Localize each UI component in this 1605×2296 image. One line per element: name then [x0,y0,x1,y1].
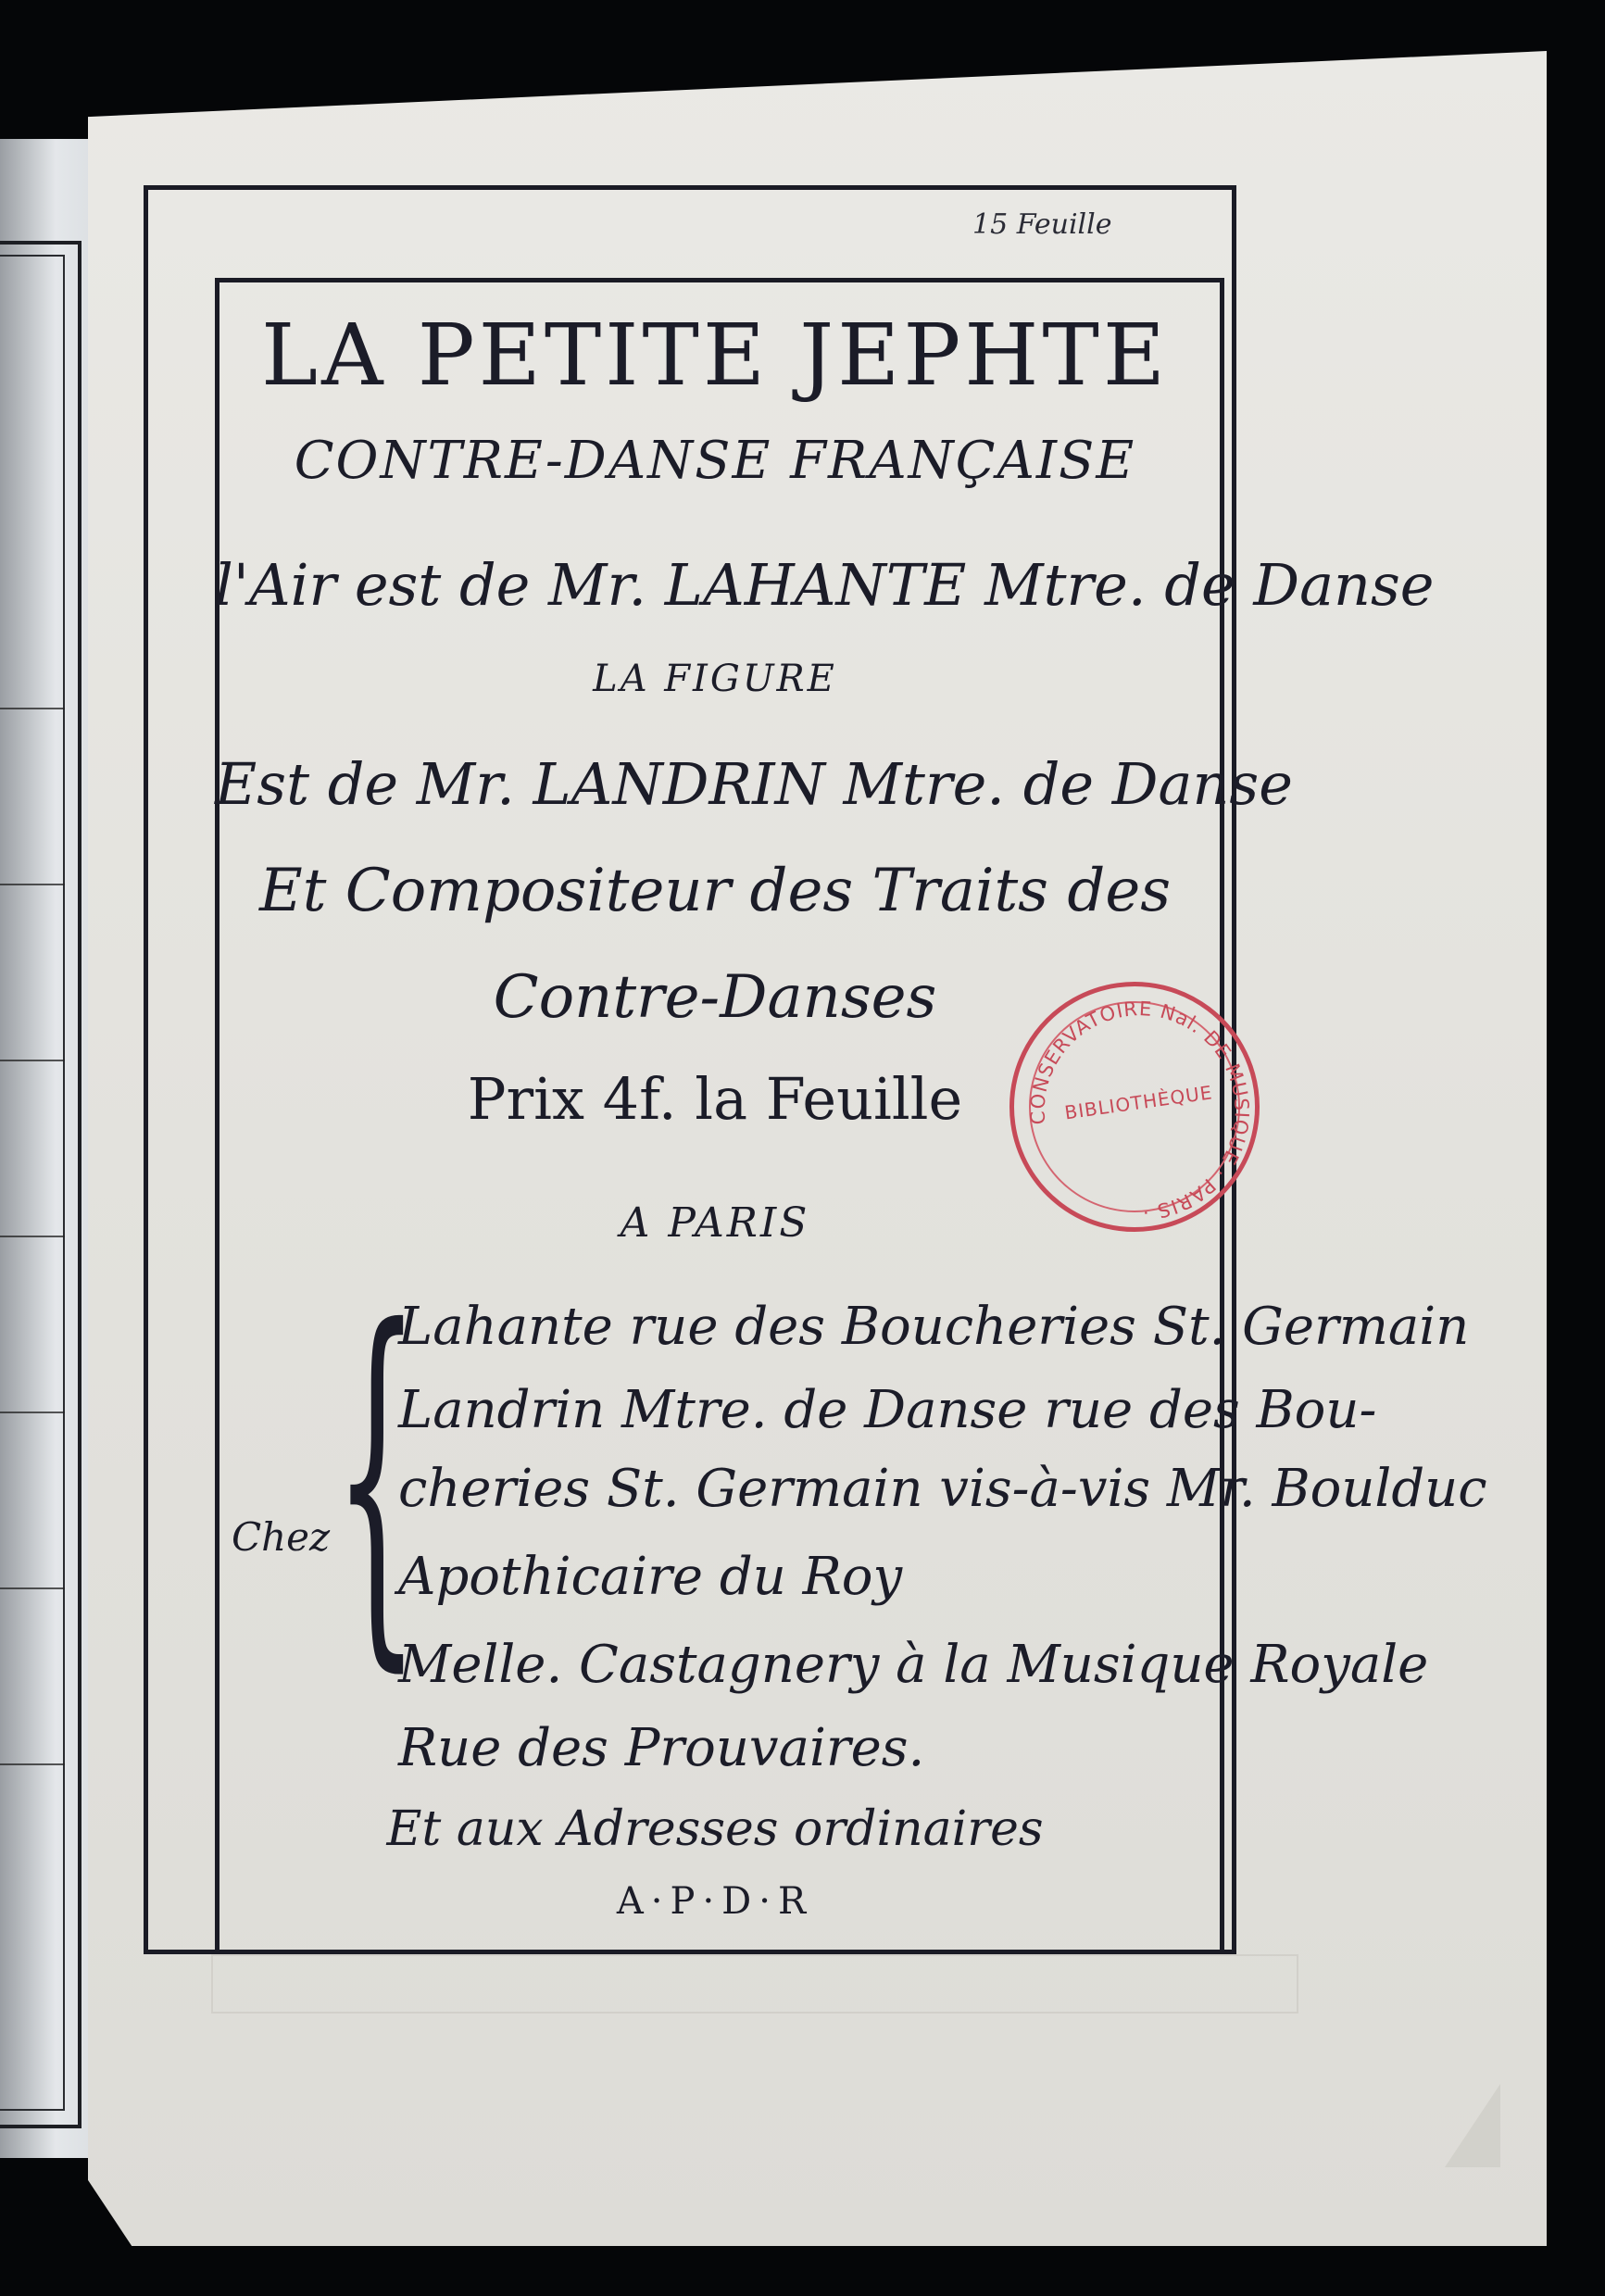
address-line: cheries St. Germain vis-à-vis Mr. Boulduc [398,1459,1487,1519]
composer-line: Et Compositeur des Traits des [258,857,1172,925]
stamp-center-text: BIBLIOTHÈQUE [1062,1081,1214,1124]
figure-credit: Est de Mr. LANDRIN Mtre. de Danse [215,750,1293,818]
address-line: Rue des Prouvaires. [398,1718,925,1778]
figure-label: LA FIGURE [593,658,837,700]
subtitle: CONTRE-DANSE FRANÇAISE [294,431,1136,491]
svg-text:CONSERVATOIRE Nal. DE MUSIQUE: CONSERVATOIRE Nal. DE MUSIQUE · PARIS · [1026,997,1253,1224]
air-credit: l'Air est de Mr. LAHANTE Mtre. de Danse [215,551,1435,619]
ordinary-addresses: Et aux Adresses ordinaires [386,1801,1044,1857]
address-line: Apothicaire du Roy [398,1547,903,1607]
address-line: Landrin Mtre. de Danse rue des Bou- [398,1380,1377,1440]
plate-mark [211,1954,1298,2014]
place: A PARIS [620,1199,810,1247]
chez-label: Chez [232,1514,331,1560]
music-staves [0,695,65,1899]
contredanses-line: Contre-Danses [493,963,937,1032]
address-line: Melle. Castagnery à la Musique Royale [398,1635,1429,1695]
sheet-number: 15 Feuille [972,208,1112,241]
library-stamp [994,966,1276,1248]
address-brace: { [333,1250,420,1703]
price: Prix 4f. la Feuille [467,1065,963,1133]
address-line: Lahante rue des Boucheries St. Germain [398,1297,1470,1357]
page-title: LA PETITE JEPHTE [260,306,1169,405]
page-corner [1445,2084,1500,2167]
privilege-mark: A·P·D·R [616,1880,814,1923]
